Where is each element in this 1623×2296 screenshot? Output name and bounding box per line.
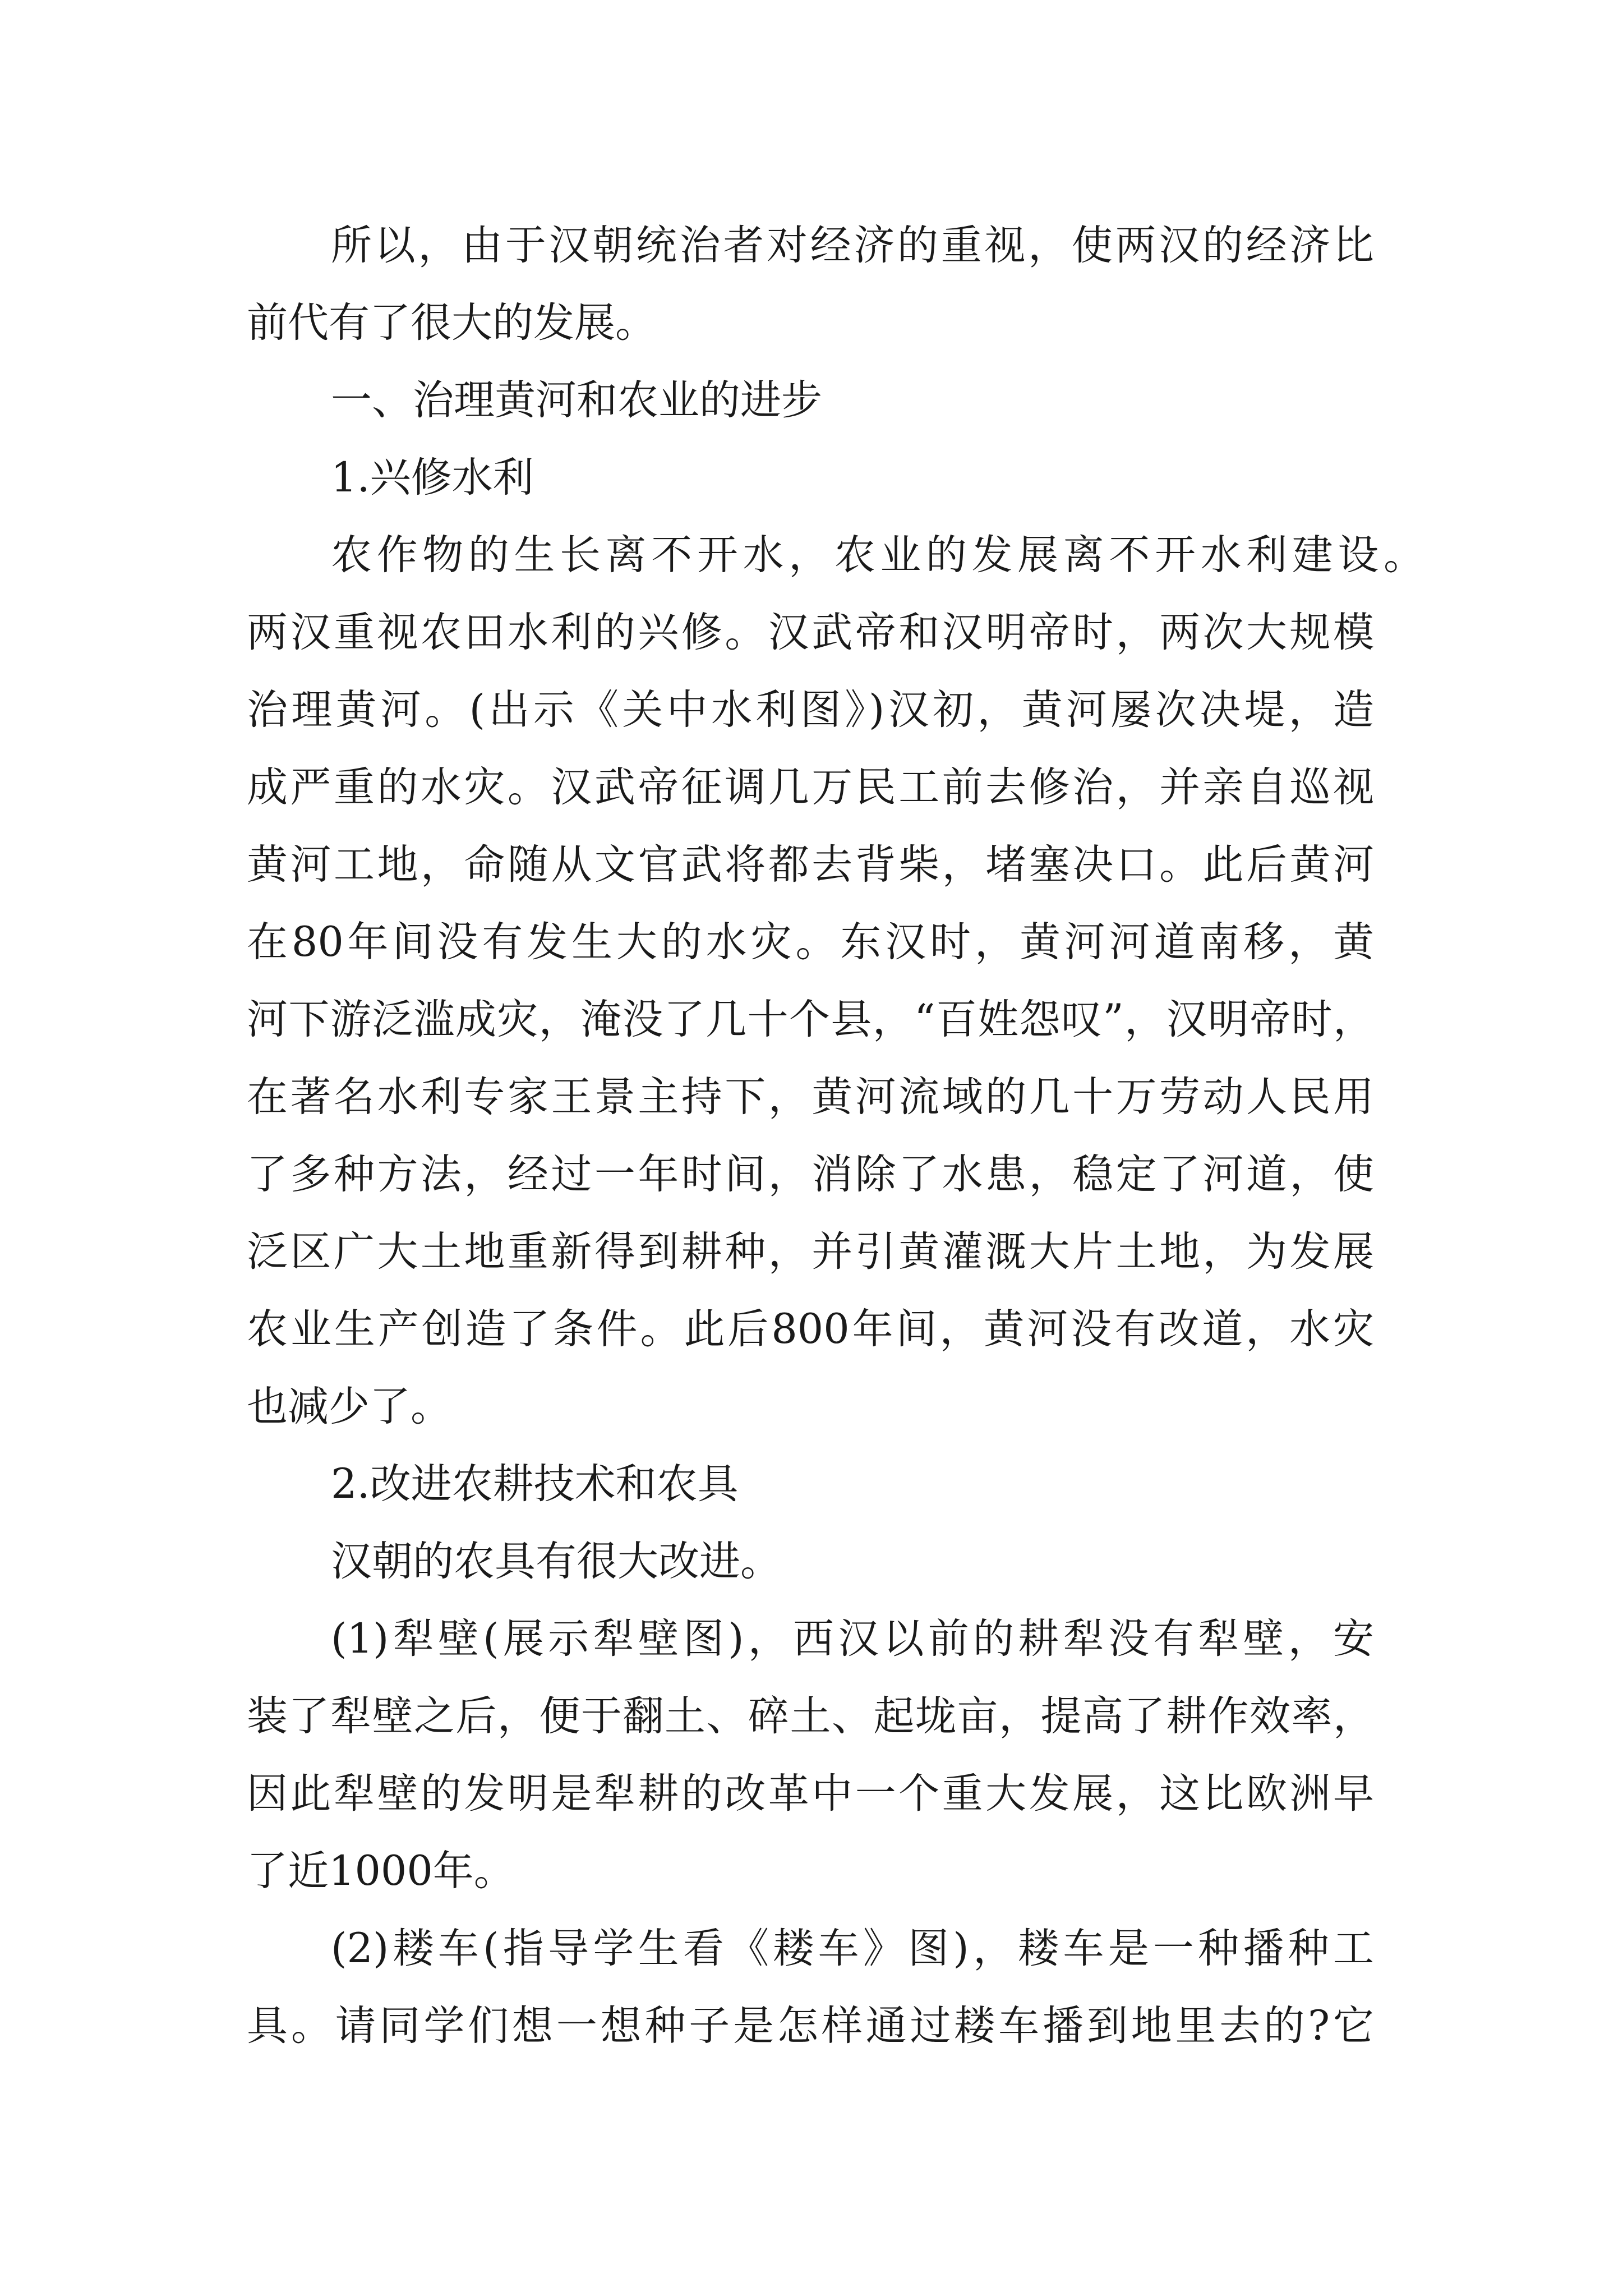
section-heading: 一、治理黄河和农业的进步 xyxy=(331,376,822,424)
text-line: 也减少了。 xyxy=(247,1383,451,1430)
text-line: 两汉重视农田水利的兴修。汉武帝和汉明帝时，两次大规模 xyxy=(247,609,1374,656)
text-line: 河下游泛滥成灾，淹没了几十个县，“百姓怨叹”，汉明帝时， xyxy=(247,996,1374,1043)
text-line: 在80年间没有发生大的水灾。东汉时，黄河河道南移，黄 xyxy=(247,918,1374,966)
text-line: 农业生产创造了条件。此后800年间，黄河没有改道，水灾 xyxy=(247,1305,1374,1353)
subsection-heading: 1.兴修水利 xyxy=(331,454,534,501)
text-line: (1)犁壁(展示犁壁图)，西汉以前的耕犁没有犁壁，安 xyxy=(331,1615,1374,1663)
text-line: 治理黄河。(出示《关中水利图》)汉初，黄河屡次决堤，造 xyxy=(247,686,1374,734)
text-line: 成严重的水灾。汉武帝征调几万民工前去修治，并亲自巡视 xyxy=(247,763,1374,811)
text-line: (2)耧车(指导学生看《耧车》图)，耧车是一种播种工 xyxy=(331,1925,1374,1972)
text-line: 泛区广大土地重新得到耕种，并引黄灌溉大片土地，为发展 xyxy=(247,1228,1374,1276)
text-line: 所以，由于汉朝统治者对经济的重视，使两汉的经济比 xyxy=(331,222,1374,269)
text-line: 因此犁壁的发明是犁耕的改革中一个重大发展，这比欧洲早 xyxy=(247,1770,1374,1818)
text-line: 前代有了很大的发展。 xyxy=(247,299,656,347)
text-line: 黄河工地，命随从文官武将都去背柴，堵塞决口。此后黄河 xyxy=(247,841,1374,889)
text-line: 了多种方法，经过一年时间，消除了水患，稳定了河道，使 xyxy=(247,1151,1374,1198)
text-line: 装了犁壁之后，便于翻土、碎土、起垅亩，提高了耕作效率， xyxy=(247,1692,1374,1740)
text-line: 在著名水利专家王景主持下，黄河流域的几十万劳动人民用 xyxy=(247,1073,1374,1121)
text-line: 农作物的生长离不开水，农业的发展离不开水利建设。 xyxy=(331,531,1424,579)
text-line: 具。请同学们想一想种子是怎样通过耧车播到地里去的?它 xyxy=(247,2002,1374,2050)
subsection-heading: 2.改进农耕技术和农具 xyxy=(331,1460,739,1508)
text-line: 了近1000年。 xyxy=(247,1847,515,1895)
text-line: 汉朝的农具有很大改进。 xyxy=(331,1538,781,1585)
